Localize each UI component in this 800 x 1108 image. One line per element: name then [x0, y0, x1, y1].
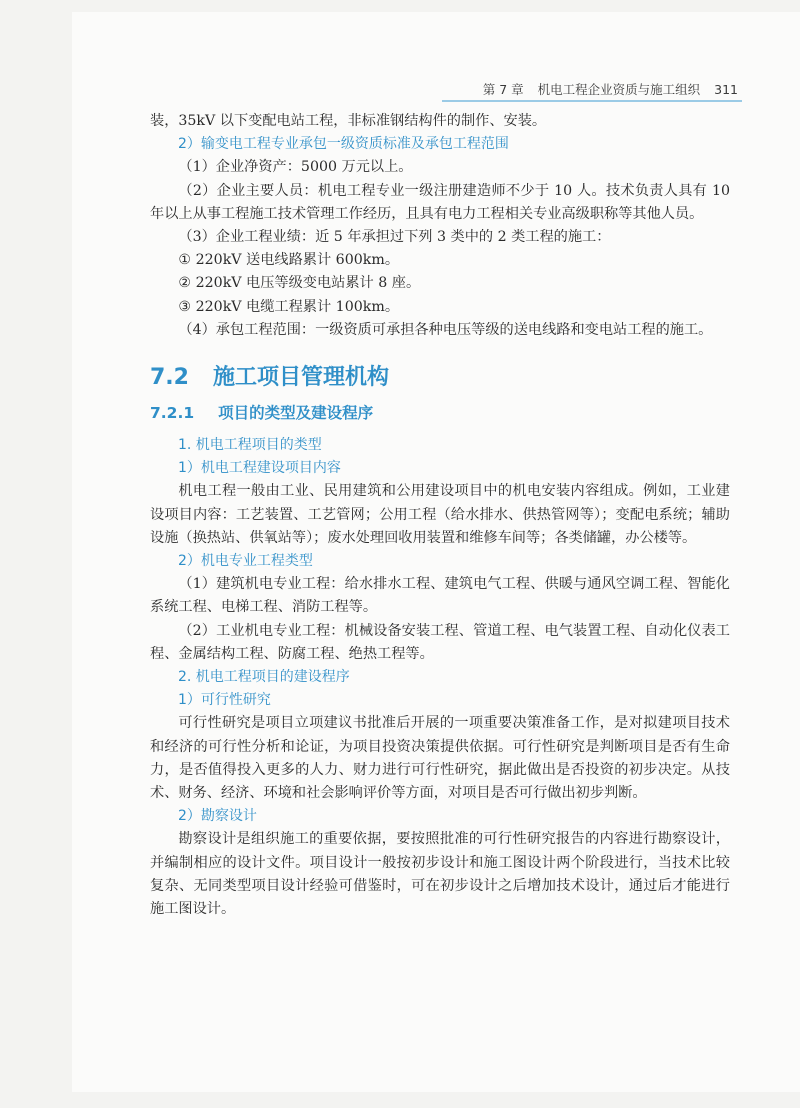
header-chapter: 第 7 章: [482, 82, 524, 97]
subheading-project-types: 1. 机电工程项目的类型: [178, 437, 322, 454]
subsection-title: 项目的类型及建设程序: [218, 404, 374, 423]
paragraph-continued: 装，35kV 以下变配电站工程，非标准钢结构件的制作、安装。: [150, 113, 547, 129]
subheading-specialty-types: 2）机电专业工程类型: [178, 553, 313, 570]
subheading-construction-procedure: 2. 机电工程项目的建设程序: [178, 669, 350, 686]
section-heading-7-2: [150, 362, 730, 394]
subheading-project-content: 1）机电工程建设项目内容: [178, 460, 341, 477]
section-title: 施工项目管理机构: [212, 365, 389, 391]
paragraph-main-staff: （2）企业主要人员：机电工程专业一级注册建造师不少于 10 人。技术负责人具有 10 年以上从事工程施工技术管理工作经历，且具有电力工程相关专业高级职称等其他人员。: [150, 182, 730, 222]
subheading-transformer-qualification: 2）输变电工程专业承包一级资质标准及承包工程范围: [178, 136, 509, 153]
running-header: [448, 78, 738, 100]
subsection-heading-7-2-1: [150, 400, 730, 426]
paragraph-contract-scope: （4）承包工程范围：一级资质可承担各种电压等级的送电线路和变电站工程的施工。: [178, 321, 713, 338]
paragraph-feasibility-study: 可行性研究是项目立项建议书批准后开展的一项重要决策准备工作，是对拟建项目技术和经济的可行性分析和论证，为项目投资决策提供依据。可行性研究是判断项目是否有生命力，是否值得投入更多的人力、财力进行可行性研究，据此做出是否投资的初步决定。从技术、财务、经济、环境和社会影响评价等方面，对项目是否可行做出初步判断。: [150, 715, 730, 802]
section-number: 7.2: [150, 365, 189, 391]
paragraph-industrial-mep: （2）工业机电专业工程：机械设备安装工程、管道工程、电气装置工程、自动化仪表工程、金属结构工程、防腐工程、绝热工程等。: [150, 622, 730, 662]
header-title: 机电工程企业资质与施工组织: [537, 82, 701, 97]
paragraph-survey-design: 勘察设计是组织施工的重要依据，要按照批准的可行性研究报告的内容进行勘察设计，并编制相应的设计文件。项目设计一般按初步设计和施工图设计两个阶段进行，当技术比较复杂、无同类型项目设计经验可借鉴时，可在初步设计之后增加技术设计，通过后才能进行施工图设计。: [150, 831, 730, 918]
header-rule: [442, 100, 742, 102]
subheading-survey-design: 2）勘察设计: [178, 808, 257, 825]
list-item-performance-2: ② 220kV 电压等级变电站累计 8 座。: [178, 275, 421, 292]
list-item-performance-1: ① 220kV 送电线路累计 600km。: [178, 252, 400, 269]
paragraph-performance: （3）企业工程业绩：近 5 年承担过下列 3 类中的 2 类工程的施工：: [178, 229, 611, 246]
list-item-performance-3: ③ 220kV 电缆工程累计 100km。: [178, 298, 400, 315]
paragraph-building-mep: （1）建筑机电专业工程：给水排水工程、建筑电气工程、供暖与通风空调工程、智能化系统工程、电梯工程、消防工程等。: [150, 576, 730, 616]
subheading-feasibility-study: 1）可行性研究: [178, 692, 271, 709]
page-number: 311: [714, 81, 738, 97]
paragraph-net-assets: （1）企业净资产：5000 万元以上。: [178, 159, 413, 176]
subsection-number: 7.2.1: [150, 404, 195, 423]
page-body: [150, 110, 730, 921]
paragraph-project-content: 机电工程一般由工业、民用建筑和公用建设项目中的机电安装内容组成。例如，工业建设项目内容：工艺装置、工艺管网；公用工程（给水排水、供热管网等）；变配电系统；辅助设施（换热站、供氧站等）；废水处理回收用装置和维修车间等；各类储罐，办公楼等。: [150, 483, 730, 546]
